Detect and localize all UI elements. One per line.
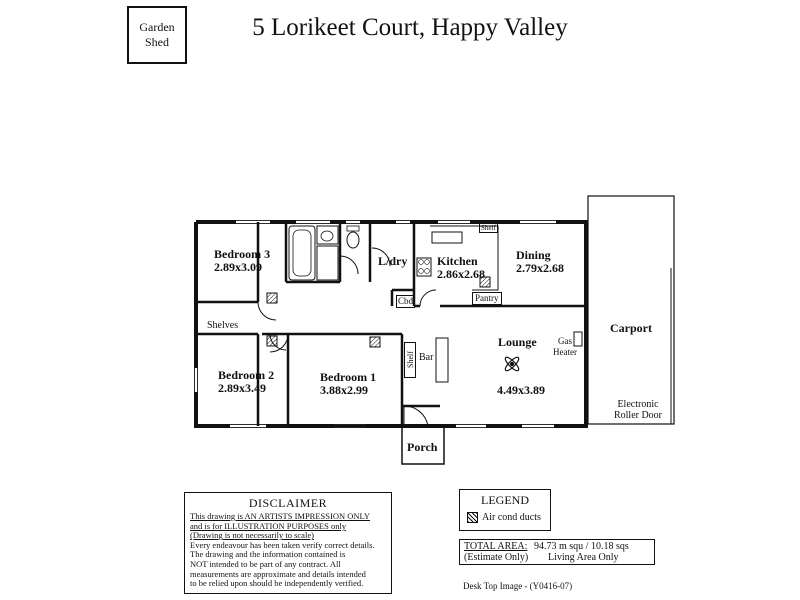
carport-outline [588, 196, 674, 424]
roller-door-label [600, 399, 676, 421]
shower [317, 246, 338, 280]
room-name: Porch [407, 440, 438, 454]
legend-item-label: Air cond ducts [482, 512, 541, 523]
roller-door-line2: Roller Door [613, 410, 663, 421]
room-lounge-dims [497, 384, 545, 397]
toilet [347, 232, 359, 248]
room-name: L/dry [378, 254, 408, 268]
disclaimer-box [184, 492, 392, 594]
total-area-label-line1: TOTAL AREA: [464, 541, 528, 552]
total-area-label-line2: (Estimate Only) [464, 552, 529, 563]
gas-heater-label [553, 336, 577, 358]
kitchen-shelf-label: Shelf [481, 224, 496, 232]
room-name: Lounge [498, 335, 537, 349]
room-name: Kitchen [437, 254, 478, 268]
total-area-value-line1: 94.73 m squ / 10.18 sqs [534, 541, 629, 552]
disclaimer-line: The drawing and the information contained is [190, 549, 346, 560]
total-area-label [464, 541, 528, 563]
disclaimer-line: to be relied upon should be independently verified. [190, 578, 364, 589]
disclaimer-line: (Drawing is not necessarily to scale) [190, 530, 314, 541]
legend-title: LEGEND [481, 493, 529, 507]
room-dims: 2.79x2.68 [516, 261, 564, 275]
disclaimer-title: DISCLAIMER [248, 496, 328, 510]
pantry-label: Pantry [472, 292, 502, 305]
room-name: Bedroom 2 [218, 368, 275, 382]
room-name: Dining [516, 248, 551, 262]
garden-shed-label-line2: Shed [145, 35, 169, 49]
room-name: Bedroom 3 [214, 247, 271, 261]
garden-shed-label-line1: Garden [139, 20, 175, 34]
room-kitchen [411, 255, 485, 281]
shelf-label: Shelf [404, 342, 416, 378]
room-carport [610, 322, 652, 335]
cupboard-label: Cbd [398, 296, 414, 306]
footer-reference: Desk Top Image - (Y0416-07) [463, 581, 573, 591]
room-dims: 4.49x3.89 [497, 383, 545, 397]
room-laundry [378, 255, 407, 268]
disclaimer-body [190, 512, 386, 589]
room-dims: 2.89x3.09 [214, 260, 262, 274]
room-bedroom-3 [214, 248, 270, 274]
plan-title: 5 Lorikeet Court, Happy Valley [252, 14, 568, 41]
shelves-label: Shelves [207, 320, 239, 331]
disclaimer-line: This drawing is AN ARTISTS IMPRESSION ONLY [190, 511, 370, 521]
disclaimer-line: measurements are approximate and details intended [190, 568, 366, 579]
room-name: Bedroom 1 [320, 370, 377, 384]
disclaimer-line: Every endeavour has been taken verify correct details. [190, 539, 375, 550]
legend-item [467, 512, 541, 523]
legend-box [459, 489, 551, 531]
room-porch [407, 441, 437, 454]
room-dims: 3.88x2.99 [320, 383, 368, 397]
room-bedroom-2 [218, 369, 274, 395]
disclaimer-line: NOT intended to be part of any contract. All [190, 558, 341, 569]
entry-door [404, 406, 428, 426]
disclaimer-line: and is for ILLUSTRATION PURPOSES only [190, 520, 347, 531]
gas-heater-line2: Heater [553, 347, 577, 357]
bar-label: Bar [419, 352, 434, 363]
total-area-value-line2: Living Area Only [548, 552, 619, 563]
gas-heater-line1: Gas [557, 336, 572, 346]
air-cond-duct-icons [267, 277, 490, 347]
bar-counter [436, 338, 448, 382]
kitchen-sink [432, 232, 462, 243]
room-bedroom-1 [320, 371, 376, 397]
total-area-value [534, 541, 629, 563]
ceiling-fan-icon [504, 356, 521, 373]
room-dims: 2.86x2.68 [437, 267, 485, 281]
air-cond-duct-icon [467, 512, 478, 523]
room-name: Carport [610, 321, 652, 335]
room-lounge [498, 336, 537, 349]
room-dims: 2.89x3.49 [218, 381, 266, 395]
room-dining [516, 249, 564, 275]
total-area-box [459, 539, 655, 565]
roller-door-line1: Electronic [617, 399, 659, 410]
